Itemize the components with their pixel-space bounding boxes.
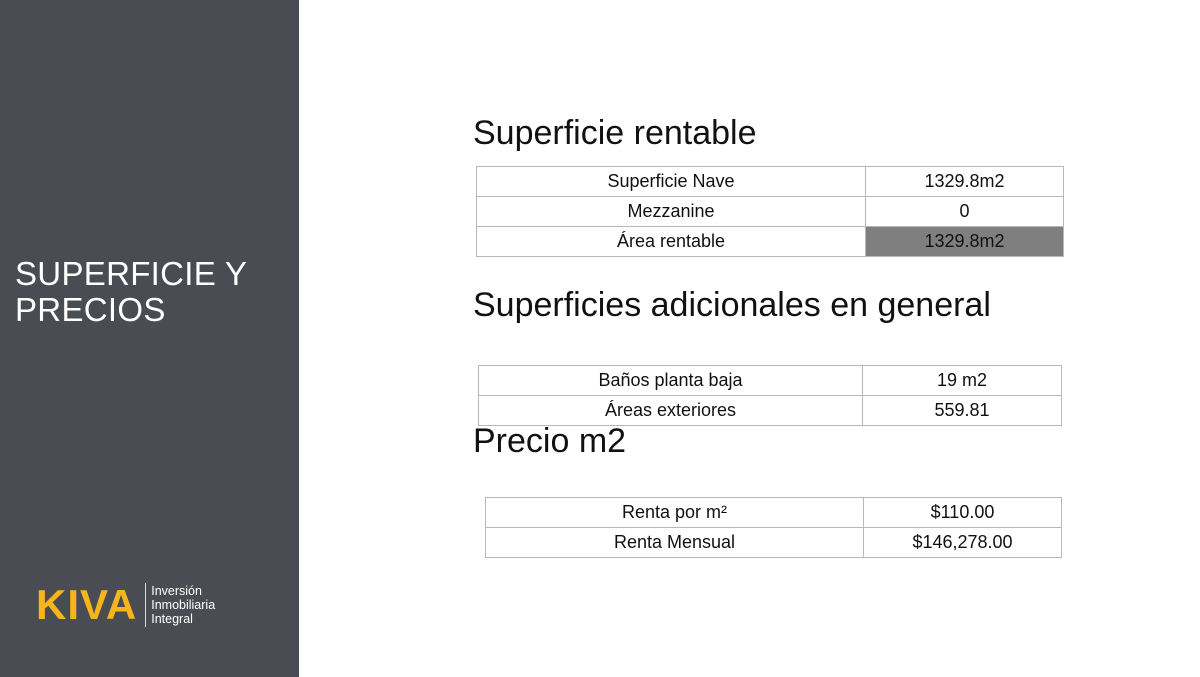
logo-tagline-line-1: Inversión (151, 584, 202, 598)
sidebar (0, 0, 299, 677)
table-row (486, 498, 1062, 528)
row-value: 559.81 (863, 396, 1062, 426)
table-row (479, 366, 1062, 396)
row-label: Área rentable (477, 227, 866, 257)
row-value-highlighted: 1329.8m2 (866, 227, 1064, 257)
heading-superficies-adicionales: Superficies adicionales en general (473, 286, 991, 324)
heading-superficie-rentable: Superficie rentable (473, 114, 757, 152)
row-label: Renta por m² (486, 498, 864, 528)
row-value: 1329.8m2 (866, 167, 1064, 197)
row-label: Superficie Nave (477, 167, 866, 197)
kiva-logo (36, 582, 215, 628)
row-value: $110.00 (864, 498, 1062, 528)
table-precio-m2 (485, 497, 1062, 558)
row-value: $146,278.00 (864, 528, 1062, 558)
table-row (477, 227, 1064, 257)
heading-precio-m2: Precio m2 (473, 422, 627, 460)
table-row (477, 197, 1064, 227)
row-label: Áreas exteriores (479, 396, 863, 426)
slide-title-line-2: PRECIOS (15, 291, 166, 328)
row-label: Renta Mensual (486, 528, 864, 558)
logo-divider (145, 583, 146, 627)
row-label: Baños planta baja (479, 366, 863, 396)
table-row (486, 528, 1062, 558)
row-label: Mezzanine (477, 197, 866, 227)
kiva-logo-mark: KIVA (36, 581, 138, 628)
logo-tagline-line-2: Inmobiliaria (151, 598, 216, 612)
table-row (477, 167, 1064, 197)
table-superficies-adicionales (478, 365, 1062, 426)
slide-title-line-1: SUPERFICIE Y (15, 255, 248, 292)
row-value: 19 m2 (863, 366, 1062, 396)
slide-title (15, 256, 285, 328)
row-value: 0 (866, 197, 1064, 227)
table-superficie-rentable (476, 166, 1064, 257)
logo-tagline (151, 584, 215, 626)
logo-tagline-line-3: Integral (151, 612, 193, 626)
